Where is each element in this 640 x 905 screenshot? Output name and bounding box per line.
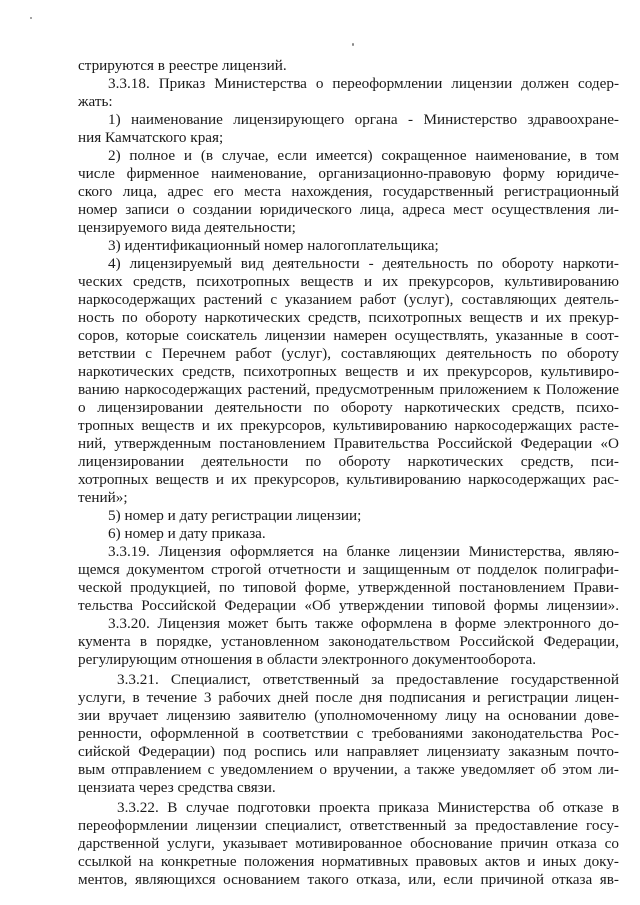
text-line: наркотических средств, психотропных веществ и их прекурсоров, культивиро- (78, 363, 619, 380)
text-line: 2) полное и (в случае, если имеется) сокращенное наименование, в том (108, 147, 619, 164)
text-line: о лицензировании деятельности по обороту наркотических средств, психо- (78, 399, 619, 416)
text-line: сийской Федерации) под роспись или направляет лицензиату заказным почто- (78, 743, 619, 760)
text-line: ренности, оформленной в соответствии с требованиями законодательства Рос- (78, 725, 619, 742)
text-line: цензиата через средства связи. (78, 779, 276, 796)
text-line: ментов, являющихся основанием такого отказа, или, если причиной отказа яв- (78, 871, 619, 888)
text-line: услуги, в течение 3 рабочих дней после дня подписания и регистрации лицен- (78, 689, 619, 706)
text-line: ванию наркосодержащих растений, предусмотренным приложением к Положение (78, 381, 619, 398)
text-line: 3.3.19. Лицензия оформляется на бланке лицензии Министерства, являю- (108, 543, 619, 560)
text-line: 3.3.21. Специалист, ответственный за предоставление государственной (117, 671, 619, 688)
text-line: числе фирменное наименование, организационно-правовую форму юридиче- (78, 165, 619, 182)
text-line: тельства Российской Федерации «Об утверждении типовой формы лицензии». (78, 597, 619, 614)
text-line: ческой продукцией, по типовой форме, утвержденной постановлением Прави- (78, 579, 619, 596)
text-line: дарственной услуги, указывает мотивированное обоснование причин отказа со (78, 835, 619, 852)
text-line: тений»; (78, 489, 128, 506)
text-line: 3) идентификационный номер налогоплательщика; (108, 237, 439, 254)
text-line: хотропных веществ и их прекурсоров, культивированию наркосодержащих рас- (78, 471, 619, 488)
scan-speck (352, 43, 354, 46)
text-line: стрируются в реестре лицензий. (78, 57, 287, 74)
text-line: ний, утвержденным постановлением Правительства Российской Федерации «О (78, 435, 619, 452)
text-line: цензируемого вида деятельности; (78, 219, 296, 236)
text-line: тропных веществ и их прекурсоров, культивированию наркосодержащих расте- (78, 417, 619, 434)
text-line: 6) номер и дату приказа. (108, 525, 266, 542)
scan-speck (30, 17, 32, 19)
text-line: ность по обороту наркотических средств, психотропных веществ и их прекур- (78, 309, 619, 326)
text-line: ветствии с Перечнем работ (услуг), составляющих деятельность по обороту (78, 345, 619, 362)
text-line: номер записи о создании юридического лица, адреса мест осуществления ли- (78, 201, 619, 218)
text-line: ния Камчатского края; (78, 129, 224, 146)
text-line: ского лица, адрес его места нахождения, государственный регистрационный (78, 183, 619, 200)
text-line: кумента в порядке, установленном законодательством Российской Федерации, (78, 633, 619, 650)
text-line: вым отправлением с уведомлением о вручении, а также уведомляет об этом ли- (78, 761, 619, 778)
text-line: ссылкой на конкретные положения нормативных правовых актов и иных доку- (78, 853, 619, 870)
text-line: ческих средств, психотропных веществ и их прекурсоров, культивированию (78, 273, 619, 290)
text-line: лицензировании деятельности по обороту наркотических средств, пси- (78, 453, 619, 470)
text-line: соров, которые соискатель лицензии намерен осуществлять, указанные в соот- (78, 327, 619, 344)
text-line: регулирующим отношения в области электронного документооборота. (78, 651, 537, 668)
text-line: щемся документом строгой отчетности и защищенным от подделок полиграфи- (78, 561, 619, 578)
text-line: зии вручает лицензию заявителю (уполномоченному лицу на основании дове- (78, 707, 619, 724)
text-line: 3.3.20. Лицензия может быть также оформлена в форме электронного до- (108, 615, 619, 632)
text-line: 5) номер и дату регистрации лицензии; (108, 507, 362, 524)
text-line: жать: (78, 93, 113, 110)
text-line: 3.3.22. В случае подготовки проекта приказа Министерства об отказе в (117, 799, 619, 816)
text-line: наркосодержащих растений с указанием работ (услуг), составляющих деятель- (78, 291, 619, 308)
text-line: 1) наименование лицензирующего органа - Министерство здравоохране- (108, 111, 619, 128)
text-line: 4) лицензируемый вид деятельности - деятельность по обороту наркоти- (108, 255, 619, 272)
text-line: 3.3.18. Приказ Министерства о переоформлении лицензии должен содер- (108, 75, 619, 92)
text-line: переоформлении лицензии специалист, ответственный за предоставление госу- (78, 817, 619, 834)
